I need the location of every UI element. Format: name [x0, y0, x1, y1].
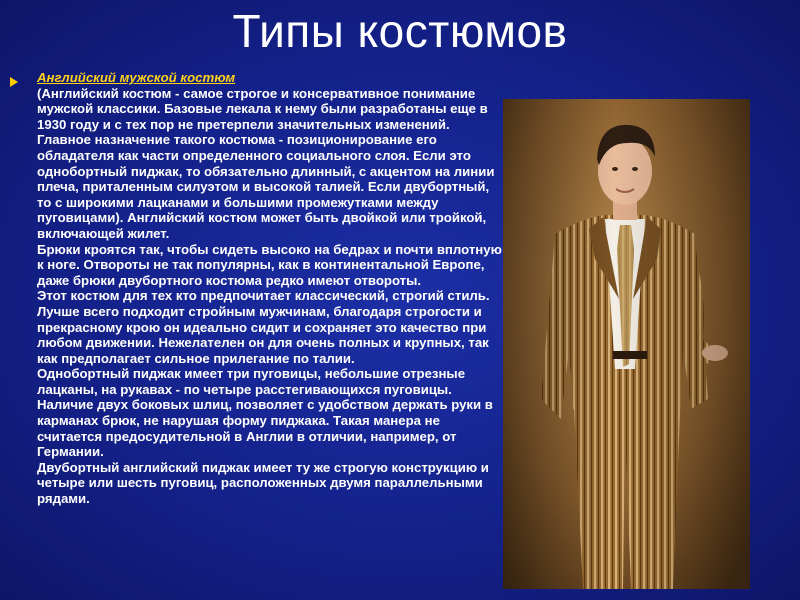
subtitle-link[interactable]: Английский мужской костюм [37, 70, 236, 85]
man-in-suit-photo [503, 99, 750, 589]
bullet-marker [10, 77, 18, 87]
slide-title: Типы костюмов [232, 5, 568, 57]
slide-content [37, 70, 503, 507]
body-text [37, 86, 503, 507]
paragraph: Однобортный пиджак имеет три пуговицы, небольшие отрезные лацканы, на рукавах - по четыре расстегивающихся пуговицы. Наличие двух боковых шлиц, позволяет с удобством держать руки в карманах брюк, не нарушая форму пиджака. Такая манера не считается предосудительной в Англии в отличии, например, от Германии. [37, 366, 493, 460]
paragraph: Этот костюм для тех кто предпочитает классический, строгий стиль. Лучше всего подходит стройным мужчинам, благодаря строгости и прекрасному крою он идеально сидит и сохраняет это качество при любом движении. Нежелателен он для очень полных и крупных, так как предполагает сильное прилегание по талии. [37, 288, 490, 366]
paragraph: Брюки кроятся так, чтобы сидеть высоко на бедрах и почти вплотную к ноге. Отвороты не так популярны, как в континентальной Европе, даже брюки двубортного костюма редко имеют отвороты. [37, 241, 502, 288]
paragraph: Двубортный английский пиджак имеет ту же строгую конструкцию и четыре или шесть пуговиц, расположенных двумя параллельными рядами. [37, 459, 489, 507]
paragraph: (Английский костюм - самое строгое и консервативное понимание мужской классики. Базовые лекала к нему были разработаны еще в 1930 году и с тех пор не претерпели значительных изменений. Главное назначение такого костюма - позиционирование его обладателя как части определенного социального слоя. Если это однобортный пиджак, то обязательно длинный, с акцентом на линии плеча, приталенным силуэтом и высокой талией. Если двубортный, то с широкими лацканами и большими промежутками между пуговицами). Английский костюм может быть двойкой или тройкой, включающей жилет. [37, 85, 495, 241]
